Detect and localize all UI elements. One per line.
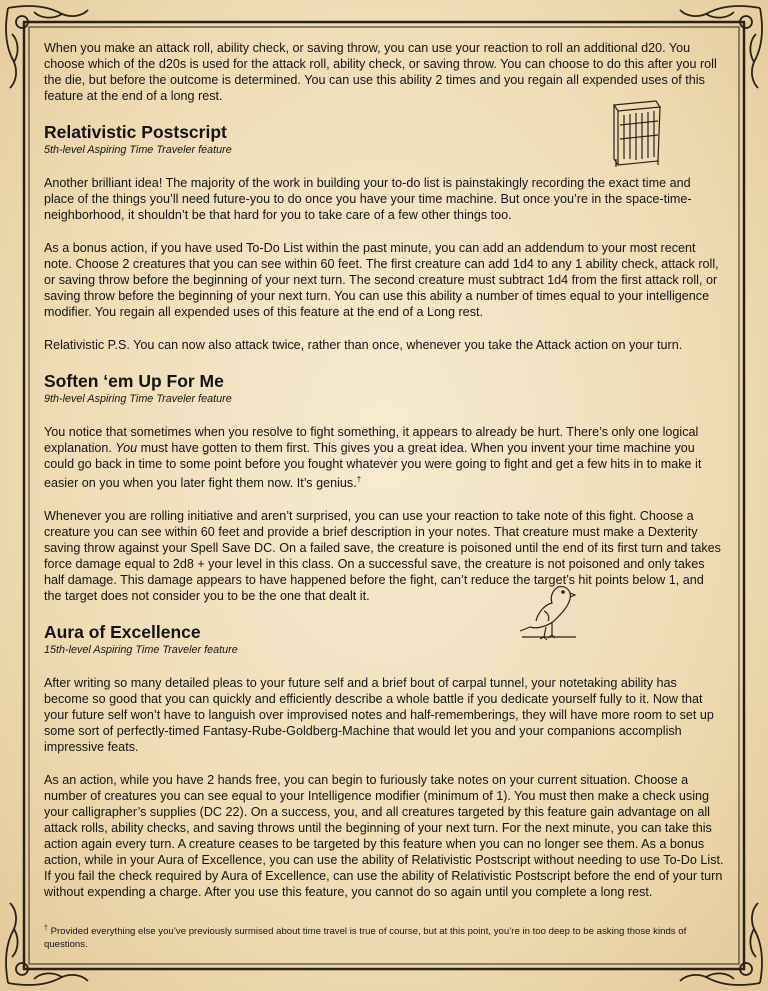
footnote-marker: † — [44, 925, 48, 932]
paragraph-text: You notice that sometimes when you resolve to fight something, it appears to already be hurt. There’s only one logical explanation. — [44, 425, 699, 455]
footnote-text: Provided everything else you’ve previously surmised about time travel is true of course, but at this point, you’re in too deep to be asking those kinds of questions. — [44, 926, 687, 951]
section-paragraph: As an action, while you have 2 hands free, you can begin to furiously take notes on your current situation. Choose a number of creatures you can see equal to your Intelligence modifier (minimum of 1). You must then make a check using your calligrapher’s supplies (DC 22). On a success, you, and all creatures targeted by this feature gain advantage on all attack rolls, ability checks, and saving throws until the beginning of your next turn. For the next minute, you can take this action again every turn. A creature ceases to be targeted by this feature when you can no longer see them. As a bonus action, while in your Aura of Excellence, you can use the ability of Relativistic Postscript without needing to use To-Do List. If you fail the check required by Aura of Excellence, can use the ability of Relativistic Postscript before the end of your turn without expending a charge. After you use this feature, you cannot do so again until you complete a long rest. — [44, 773, 724, 900]
section-paragraph: After writing so many detailed pleas to your future self and a brief bout of carpal tunnel, your notetaking ability has become so good that you can quickly and efficiently describe a whole battle if you dedicate yourself fully to it. Now that your future self won’t have to languish over improvised notes and half-rememberings, they will have more room to set up some sort of perfectly-timed Fantasy-Rube-Goldberg-Machine that would let you and your companions accomplish impressive feats. — [44, 676, 714, 755]
section-title: Soften ‘em Up For Me — [44, 371, 224, 391]
page-content — [44, 40, 724, 917]
section-paragraph: As a bonus action, if you have used To-Do List within the past minute, you can add an addendum to your most recent note. Choose 2 creatures that you can see within 60 feet. The first creature can add 1d4 to any 1 ability check, attack roll, or saving throw before the beginning of your next turn. The second creature must subtract 1d4 from the first attack roll, or saving throw before the beginning of your next turn. You can use this ability a number of times equal to your intelligence modifier. You regain all expended uses of this feature at the end of a Long rest. — [44, 241, 719, 319]
paragraph-text: must have gotten to them first. This gives you a great idea. When you invent your time machine you could go back in time to some point before you fought whatever you were going to fight and get a few hits in to make it easier on you when you later fight them now. It’s genius. — [44, 441, 702, 491]
section-soften-em-up — [44, 370, 724, 604]
emphasis-text: You — [115, 441, 138, 455]
section-title: Relativistic Postscript — [44, 122, 227, 142]
section-subtitle: 15th-level Aspiring Time Traveler feature — [44, 644, 238, 657]
section-subtitle: 5th-level Aspiring Time Traveler feature — [44, 144, 232, 156]
section-aura-of-excellence — [44, 621, 724, 900]
section-subtitle: 9th-level Aspiring Time Traveler feature — [44, 393, 232, 405]
footnote-marker: † — [356, 475, 362, 484]
intro-paragraph: When you make an attack roll, ability check, or saving throw, you can use your reaction to roll an additional d20. You choose which of the d20s is used for the attack roll, ability check, or saving throw. You can choose to do this after you roll the die, but before the outcome is determined. You can use this ability 2 times and you regain all expended uses of this feature at the end of a long rest. — [44, 41, 717, 103]
footnote — [44, 922, 724, 951]
section-paragraph — [44, 424, 724, 491]
section-title: Aura of Excellence — [44, 622, 201, 643]
section-relativistic-postscript — [44, 121, 724, 353]
section-paragraph: Whenever you are rolling initiative and aren’t surprised, you can use your reaction to take note of this fight. Choose a creature you can see within 60 feet and provide a brief description in your notes. That creature must make a Dexterity saving throw against your Spell Save DC. On a failed save, the creature is poisoned until the end of its first turn and takes force damage equal to 2d8 + your level in this class. On a successful save, the creature is not poisoned and only takes half damage. This damage appears to have happened before the fight, can’t reduce the target’s hit points below 1, and the target does not consider you to be the one that dealt it. — [44, 509, 721, 604]
section-paragraph: Another brilliant idea! The majority of the work in building your to-do list is painstakingly recording the exact time and place of the things you’ll need future-you to do once you have your time machine. But once you’re in the space-time-neighborhood, it shouldn’t be that hard for you to take care of a few other things too. — [44, 176, 692, 222]
section-paragraph: Relativistic P.S. You can now also attack twice, rather than once, whenever you take the Attack action on your turn. — [44, 338, 683, 352]
